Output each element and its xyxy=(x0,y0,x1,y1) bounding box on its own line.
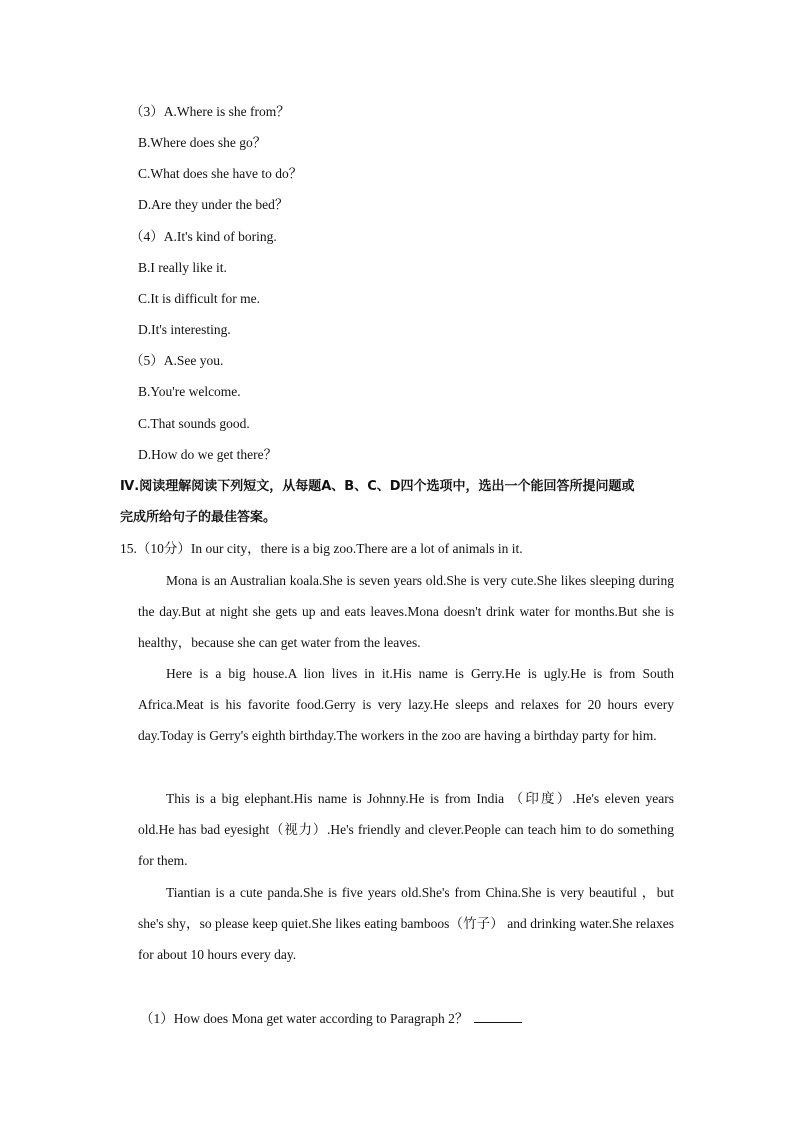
answer-blank[interactable] xyxy=(474,1008,522,1023)
q4-option-b: B.I really like it. xyxy=(138,260,227,275)
q3-option-c: C.What does she have to do？ xyxy=(138,166,303,181)
sub-question-1 xyxy=(140,1008,522,1029)
q5-option-c: C.That sounds good. xyxy=(138,416,250,431)
q15-intro: 15.（10分）In our city，there is a big zoo.There are a lot of animals in it. xyxy=(120,541,523,556)
q3-option-d: D.Are they under the bed？ xyxy=(138,197,289,212)
q3-option-b: B.Where does she go？ xyxy=(138,135,267,150)
paragraph-2-text: Here is a big house.A lion lives in it.His name is Gerry.He is ugly.He is from South Africa.Meat is his favorite food.Gerry is very lazy.He sleeps and relaxes for 20 hours every day.Today is Gerry's eighth birthday.The workers in the zoo are having a birthday party for him. xyxy=(138,666,674,744)
q5-option-d: D.How do we get there？ xyxy=(138,447,278,462)
q4-option-d: D.It's interesting. xyxy=(138,322,231,337)
passage-paragraph-2 xyxy=(138,658,674,752)
sub-question-1-text: （1）How does Mona get water according to Paragraph 2？ xyxy=(140,1011,469,1026)
section-heading-line1: Ⅳ.阅读理解阅读下列短文，从每题A、B、C、D四个选项中，选出一个能回答所提问题或 xyxy=(120,479,635,494)
paragraph-4-text: Tiantian is a cute panda.She is five years old.She's from China.She is very beautiful ，but she's shy，so please keep quiet.She likes eating bamboos（竹子） and drinking water.She relaxes for about 10 hours every day. xyxy=(138,885,674,963)
section-heading-line2: 完成所给句子的最佳答案。 xyxy=(120,510,277,525)
q3-option-a: （3）A.Where is she from？ xyxy=(130,104,290,119)
q5-option-b: B.You're welcome. xyxy=(138,384,241,399)
passage-paragraph-3 xyxy=(138,783,674,877)
paragraph-1-text: Mona is an Australian koala.She is seven years old.She is very cute.She likes sleeping during the day.But at night she gets up and eats leaves.Mona doesn't drink water for months.But she is healthy，because she can get water from the leaves. xyxy=(138,573,674,651)
q5-option-a: （5）A.See you. xyxy=(130,353,224,368)
passage-paragraph-1 xyxy=(138,565,674,659)
q4-option-a: （4）A.It's kind of boring. xyxy=(130,229,277,244)
paragraph-3-text: This is a big elephant.His name is Johnny.He is from India （印度）.He's eleven years old.He has bad eyesight（视力）.He's friendly and clever.People can teach him to do something for them. xyxy=(138,791,674,869)
passage-paragraph-4 xyxy=(138,877,674,971)
q4-option-c: C.It is difficult for me. xyxy=(138,291,260,306)
